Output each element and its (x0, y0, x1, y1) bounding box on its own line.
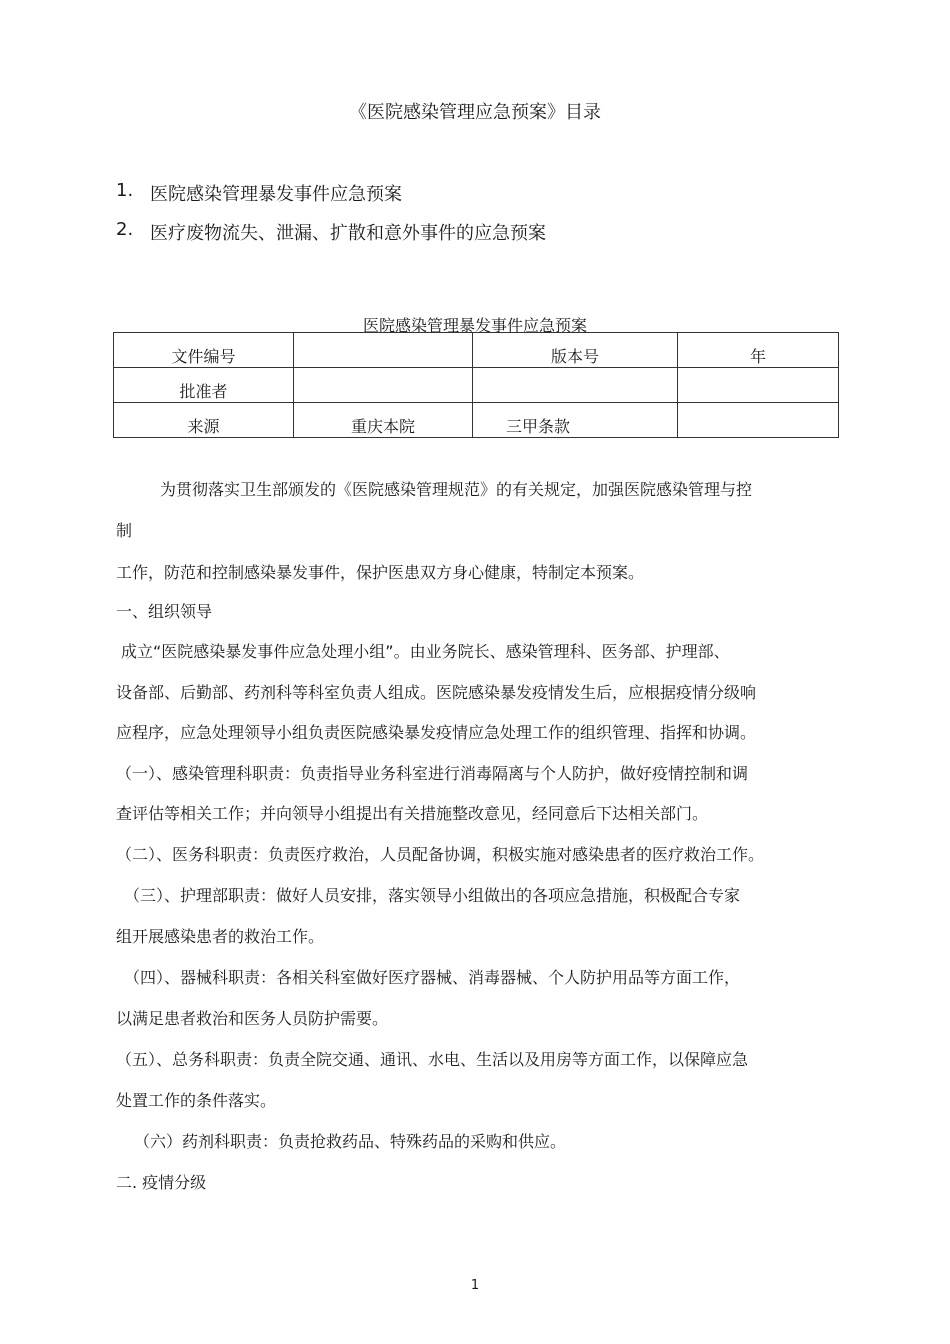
body-paragraph: 为贯彻落实卫生部颁发的《医院感染管理规范》的有关规定，加强医院感染管理与控 (160, 480, 753, 499)
section-heading: 一、组织领导 (116, 602, 213, 621)
table-row (114, 368, 839, 403)
table-row (114, 333, 839, 368)
body-paragraph: （一）、感染管理科职责：负责指导业务科室进行消毒隔离与个人防护，做好疫情控制和调 (116, 764, 749, 783)
body-paragraph: 设备部、后勤部、药剂科等科室负责人组成。医院感染暴发疫情发生后，应根据疫情分级响 (116, 683, 757, 702)
table-cell: 来源 (114, 403, 294, 438)
page-number: 1 (470, 1278, 480, 1293)
body-paragraph: 处置工作的条件落实。 (116, 1091, 277, 1110)
table-row (114, 403, 839, 438)
toc-item-1-number: 1. (116, 180, 134, 201)
body-paragraph: 工作，防范和控制感染暴发事件，保护医患双方身心健康，特制定本预案。 (116, 563, 645, 582)
body-paragraph: 组开展感染患者的救治工作。 (116, 927, 325, 946)
table-cell (473, 368, 678, 403)
body-paragraph: 成立“医院感染暴发事件应急处理小组”。由业务院长、感染管理科、医务部、护理部、 (121, 642, 730, 661)
body-paragraph: （三）、护理部职责：做好人员安排，落实领导小组做出的各项应急措施，积极配合专家 (124, 886, 741, 905)
body-paragraph: 查评估等相关工作；并向领导小组提出有关措施整改意见，经同意后下达相关部门。 (116, 804, 709, 823)
toc-item-1-text: 医院感染管理暴发事件应急预案 (150, 184, 402, 205)
document-info-table (113, 332, 839, 438)
body-paragraph: （二）、医务科职责：负责医疗救治，人员配备协调，积极实施对感染患者的医疗救治工作。 (116, 845, 765, 864)
body-paragraph: （六）药剂科职责：负责抢救药品、特殊药品的采购和供应。 (134, 1132, 567, 1151)
table-cell: 重庆本院 (294, 403, 473, 438)
section-heading: 二. 疫情分级 (116, 1173, 207, 1192)
body-paragraph: （五）、总务科职责：负责全院交通、通讯、水电、生活以及用房等方面工作，以保障应急 (116, 1050, 749, 1069)
table-cell: 批准者 (114, 368, 294, 403)
table-title: 医院感染管理暴发事件应急预案 (362, 316, 587, 335)
table-cell: 文件编号 (114, 333, 294, 368)
body-paragraph: 以满足患者救治和医务人员防护需要。 (116, 1009, 389, 1028)
table-cell (294, 368, 473, 403)
body-paragraph: （四）、器械科职责：各相关科室做好医疗器械、消毒器械、个人防护用品等方面工作， (124, 968, 741, 987)
body-paragraph: 应程序，应急处理领导小组负责医院感染暴发疫情应急处理工作的组织管理、指挥和协调。 (116, 723, 757, 742)
table-cell: 版本号 (473, 333, 678, 368)
body-paragraph: 制 (116, 521, 133, 540)
document-title: 《医院感染管理应急预案》目录 (349, 102, 601, 123)
toc-item-2-number: 2. (116, 219, 134, 240)
table-cell: 年 (678, 333, 839, 368)
table-cell (678, 368, 839, 403)
table-cell (294, 333, 473, 368)
table-cell: 三甲条款 (473, 403, 678, 438)
table-cell (678, 403, 839, 438)
toc-item-2-text: 医疗废物流失、泄漏、扩散和意外事件的应急预案 (150, 223, 546, 244)
